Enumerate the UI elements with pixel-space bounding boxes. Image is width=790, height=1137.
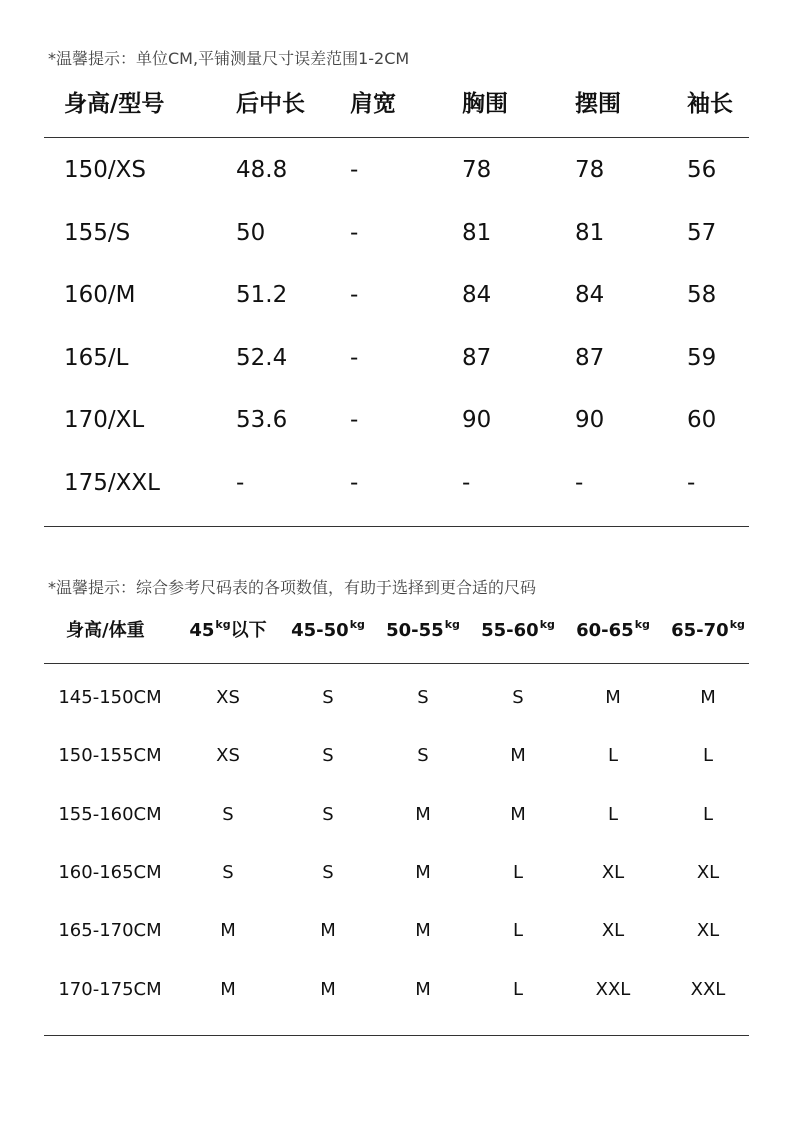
header-height-size: 身高/型号	[64, 91, 165, 117]
header-weight-50-55	[375, 611, 471, 651]
cell-weight-55-60: M	[510, 803, 526, 825]
header-shoulder: 肩宽	[350, 91, 396, 117]
table-divider	[44, 663, 749, 664]
cell-weight-45-below: S	[222, 861, 234, 883]
cell-hem: 84	[575, 282, 605, 309]
header-back-length: 后中长	[236, 91, 305, 117]
table-row	[0, 970, 790, 1010]
cell-weight-45-50: M	[320, 978, 336, 1000]
cell-weight-45-below: M	[220, 920, 236, 942]
header-label: 50-55	[386, 620, 444, 641]
cell-sleeve: 59	[687, 344, 717, 371]
table-row	[0, 400, 790, 440]
cell-sleeve: 60	[687, 407, 717, 434]
table-row	[0, 795, 790, 835]
cell-weight-60-65: XL	[601, 861, 625, 883]
cell-weight-65-70: L	[702, 803, 714, 825]
cell-shoulder: -	[350, 470, 359, 496]
header-height-weight	[66, 611, 145, 651]
cell-back-length: 53.6	[236, 407, 288, 434]
header-hem: 摆围	[575, 91, 621, 117]
header-weight-55-60	[470, 611, 566, 651]
recommendation-note: *温馨提示：综合参考尺码表的各项数值，有助于选择到更合适的尺码	[48, 578, 537, 597]
cell-height-size: 160/M	[64, 282, 136, 309]
cell-sleeve: 58	[687, 282, 717, 309]
cell-height-size: 165/L	[64, 344, 129, 371]
cell-weight-65-70: XXL	[690, 978, 726, 1000]
cell-weight-45-below: S	[222, 803, 234, 825]
cell-sleeve: 57	[687, 219, 717, 246]
header-label: 45-50	[291, 620, 349, 641]
cell-back-length: 52.4	[236, 344, 288, 371]
cell-back-length: 50	[236, 219, 266, 246]
cell-shoulder: -	[350, 157, 359, 183]
cell-back-length: 48.8	[236, 157, 288, 183]
cell-weight-55-60: L	[512, 920, 524, 942]
cell-weight-50-55: S	[417, 745, 429, 767]
cell-hem: 81	[575, 219, 605, 246]
cell-weight-60-65: L	[607, 803, 619, 825]
cell-weight-45-50: M	[320, 920, 336, 942]
header-label-tail: 以下	[230, 620, 267, 641]
cell-weight-50-55: M	[415, 861, 431, 883]
cell-chest: 84	[462, 282, 492, 309]
header-unit: kg	[349, 618, 365, 631]
cell-back-length: 51.2	[236, 282, 288, 309]
cell-height-range: 150-155CM	[58, 745, 162, 767]
table-row	[0, 213, 790, 253]
table-divider	[44, 137, 749, 138]
cell-shoulder: -	[350, 407, 359, 434]
cell-height-size: 175/XXL	[64, 470, 160, 496]
header-unit: kg	[634, 618, 650, 631]
table-row	[0, 736, 790, 776]
cell-height-range: 160-165CM	[58, 861, 162, 883]
cell-shoulder: -	[350, 282, 359, 309]
cell-back-length: -	[236, 470, 245, 496]
cell-chest: 78	[462, 157, 492, 183]
cell-weight-55-60: M	[510, 745, 526, 767]
header-weight-45-below	[180, 611, 276, 651]
header-unit: kg	[215, 618, 231, 631]
cell-chest: 90	[462, 407, 492, 434]
size-note: *温馨提示：单位CM,平铺测量尺寸误差范围1-2CM	[48, 49, 410, 68]
header-chest: 胸围	[462, 91, 508, 117]
header-weight-45-50	[280, 611, 376, 651]
cell-height-size: 155/S	[64, 219, 131, 246]
cell-weight-45-50: S	[322, 745, 334, 767]
table-row	[0, 911, 790, 951]
header-label: 65-70	[671, 620, 729, 641]
header-label: 60-65	[576, 620, 634, 641]
cell-chest: 81	[462, 219, 492, 246]
header-label: 45	[189, 620, 215, 641]
header-unit: kg	[539, 618, 555, 631]
cell-weight-65-70: XL	[696, 920, 720, 942]
cell-weight-65-70: XL	[696, 861, 720, 883]
header-label: 身高/体重	[66, 620, 145, 641]
cell-weight-55-60: L	[512, 861, 524, 883]
cell-height-range: 165-170CM	[58, 920, 162, 942]
cell-height-size: 170/XL	[64, 407, 145, 434]
table-row	[0, 853, 790, 893]
cell-weight-50-55: M	[415, 920, 431, 942]
table-row	[0, 338, 790, 378]
cell-weight-50-55: M	[415, 978, 431, 1000]
cell-height-range: 155-160CM	[58, 803, 162, 825]
cell-weight-60-65: M	[605, 687, 621, 708]
cell-weight-55-60: L	[512, 978, 524, 1000]
cell-shoulder: -	[350, 219, 359, 246]
cell-weight-50-55: S	[417, 687, 429, 708]
table-row	[0, 275, 790, 315]
table-divider	[44, 526, 749, 527]
table-row	[0, 463, 790, 503]
header-weight-60-65	[565, 611, 661, 651]
cell-sleeve: -	[687, 470, 696, 496]
cell-hem: 87	[575, 344, 605, 371]
cell-weight-60-65: L	[607, 745, 619, 767]
cell-chest: 87	[462, 344, 492, 371]
cell-weight-45-50: S	[322, 803, 334, 825]
cell-weight-45-below: XS	[216, 745, 240, 767]
header-unit: kg	[444, 618, 460, 631]
header-sleeve: 袖长	[687, 91, 733, 117]
cell-height-range: 170-175CM	[58, 978, 162, 1000]
cell-hem: -	[575, 470, 584, 496]
header-label: 55-60	[481, 620, 539, 641]
size-table-header	[0, 84, 790, 124]
cell-weight-65-70: M	[700, 687, 716, 708]
cell-weight-55-60: S	[512, 687, 524, 708]
cell-weight-60-65: XXL	[595, 978, 631, 1000]
cell-hem: 90	[575, 407, 605, 434]
cell-weight-65-70: L	[702, 745, 714, 767]
cell-weight-60-65: XL	[601, 920, 625, 942]
header-unit: kg	[729, 618, 745, 631]
cell-shoulder: -	[350, 344, 359, 371]
cell-height-range: 145-150CM	[58, 687, 162, 708]
cell-weight-45-below: XS	[216, 687, 240, 708]
cell-weight-45-50: S	[322, 861, 334, 883]
cell-weight-45-50: S	[322, 687, 334, 708]
cell-sleeve: 56	[687, 157, 717, 183]
cell-height-size: 150/XS	[64, 157, 147, 183]
table-row	[0, 678, 790, 718]
table-row	[0, 150, 790, 190]
weight-table-header	[0, 611, 790, 651]
cell-chest: -	[462, 470, 471, 496]
cell-weight-45-below: M	[220, 978, 236, 1000]
table-divider	[44, 1035, 749, 1036]
cell-weight-50-55: M	[415, 803, 431, 825]
cell-hem: 78	[575, 157, 605, 183]
header-weight-65-70	[660, 611, 756, 651]
